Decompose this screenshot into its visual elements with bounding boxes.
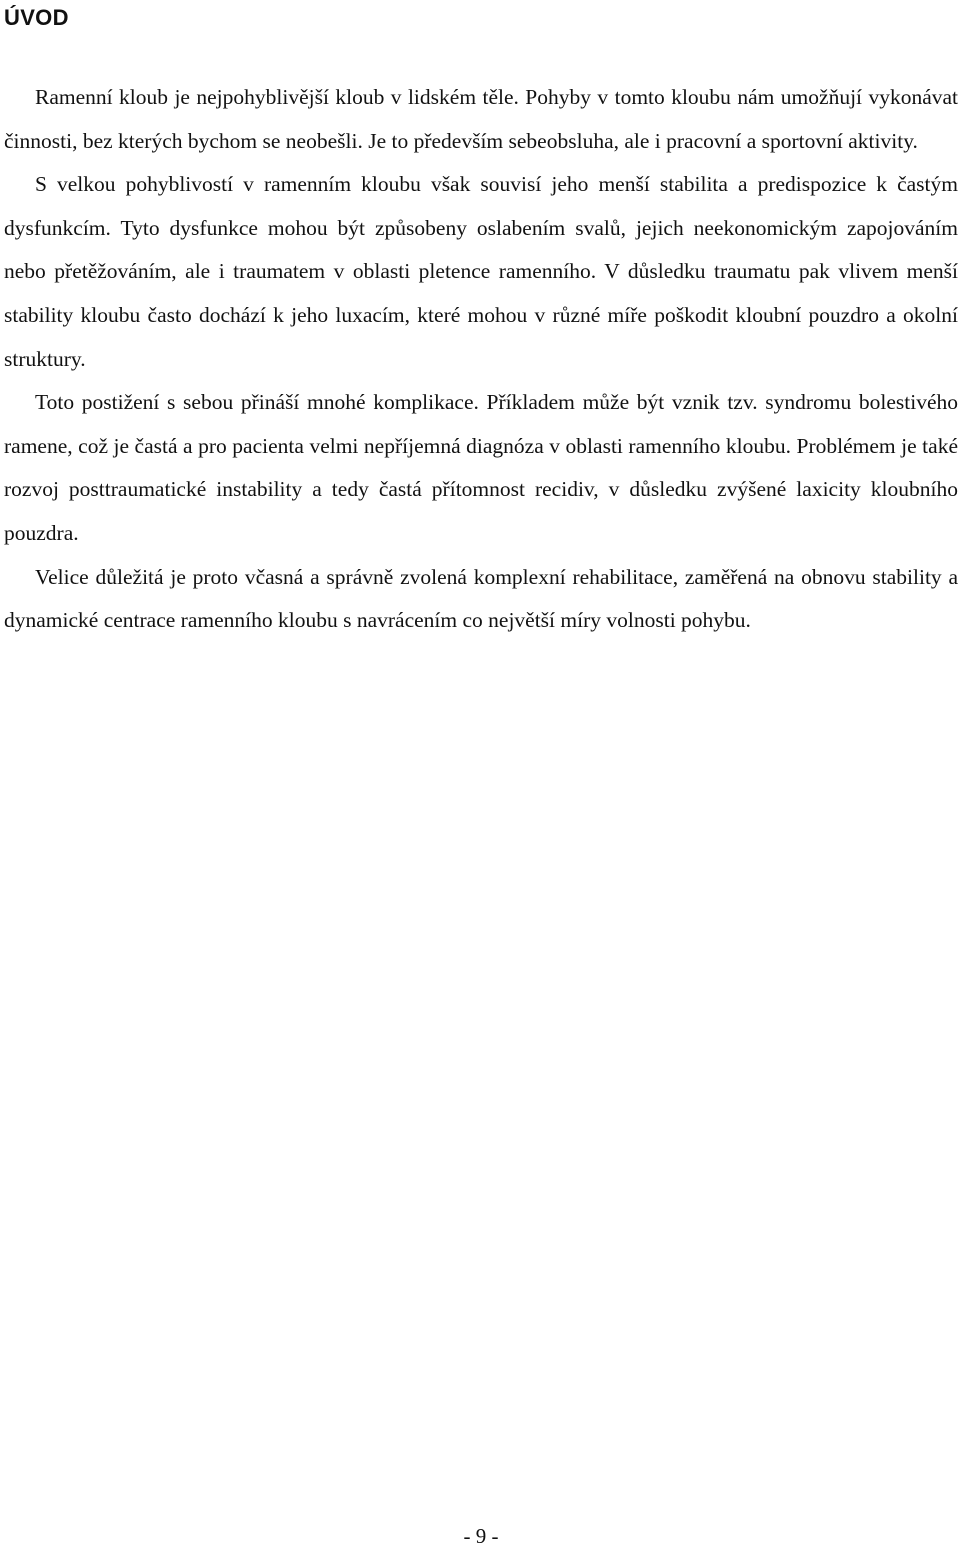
body-text (4, 76, 958, 643)
section-heading: ÚVOD (4, 5, 69, 30)
paragraph-4: Velice důležitá je proto včasná a správně zvolená komplexní rehabilitace, zaměřená na obnovu stability a dynamické centrace ramenního kloubu s navrácením co největší míry volnosti pohybu. (4, 564, 958, 633)
paragraph-1: Ramenní kloub je nejpohyblivější kloub v lidském těle. Pohyby v tomto kloubu nám umožňují vykonávat činnosti, bez kterých bychom se neobešli. Je to především sebeobsluha, ale i pracovní a sportovní aktivity. (4, 85, 958, 153)
page-number: - 9 - (463, 1524, 499, 1548)
paragraph-2: S velkou pohyblivostí v ramenním kloubu však souvisí jeho menší stabilita a predispozice k častým dysfunkcím. Tyto dysfunkce mohou být způsobeny oslabením svalů, jejich neekonomickým zapojováním nebo přetěžováním, ale i traumatem v oblasti pletence ramenního. V důsledku traumatu pak vlivem menší stability kloubu často dochází k jeho luxacím, které mohou v různé míře poškodit kloubní pouzdro a okolní struktury. (4, 172, 958, 371)
paragraph-3: Toto postižení s sebou přináší mnohé komplikace. Příkladem může být vznik tzv. syndromu bolestivého ramene, což je častá a pro pacienta velmi nepříjemná diagnóza v oblasti ramenního kloubu. Problémem je také rozvoj posttraumatické instability a tedy častá přítomnost recidiv, v důsledku zvýšené laxicity kloubního pouzdra. (4, 390, 958, 545)
